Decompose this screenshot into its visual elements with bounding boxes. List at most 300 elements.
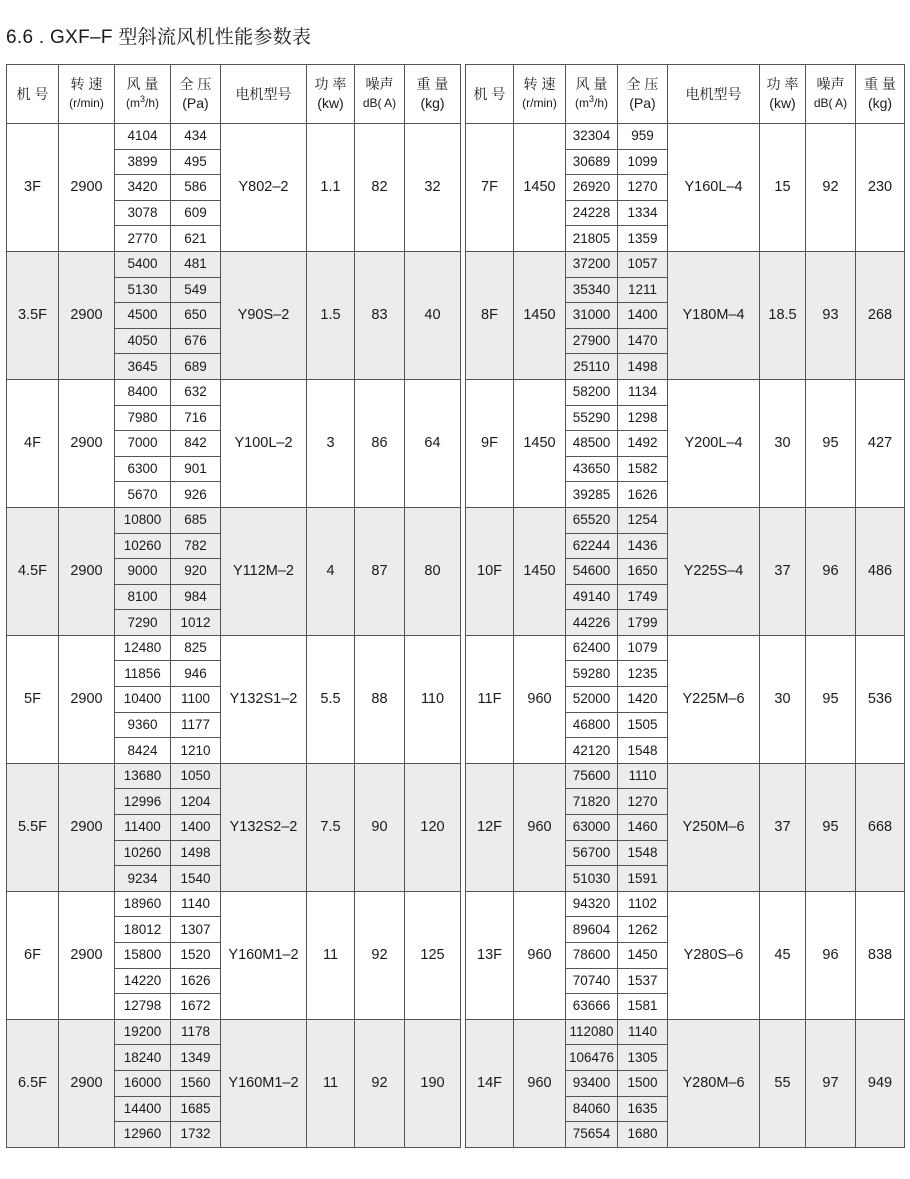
pressure-cell: 1334	[618, 200, 668, 226]
noise-cell: 95	[806, 635, 856, 763]
power-cell: 3	[307, 379, 355, 507]
airflow-cell: 42120	[566, 738, 618, 764]
airflow-cell: 59280	[566, 661, 618, 687]
pressure-cell: 621	[171, 226, 221, 252]
power-cell: 7.5	[307, 763, 355, 891]
header-airflow	[115, 65, 171, 124]
pressure-cell: 1500	[618, 1070, 668, 1096]
power-cell: 45	[760, 891, 806, 1019]
airflow-cell: 11400	[115, 815, 171, 841]
airflow-cell: 4500	[115, 303, 171, 329]
fan-table-left	[6, 64, 461, 1148]
airflow-cell: 70740	[566, 968, 618, 994]
pressure-cell: 782	[171, 533, 221, 559]
speed-cell: 1450	[514, 507, 566, 635]
power-cell: 1.1	[307, 124, 355, 252]
power-cell: 1.5	[307, 251, 355, 379]
table-row	[7, 124, 461, 150]
pressure-cell: 495	[171, 149, 221, 175]
header-speed-unit: (r/min)	[69, 96, 104, 110]
pressure-cell: 716	[171, 405, 221, 431]
airflow-cell: 13680	[115, 763, 171, 789]
pressure-cell: 1400	[618, 303, 668, 329]
header-speed-unit: (r/min)	[522, 96, 557, 110]
airflow-cell: 21805	[566, 226, 618, 252]
pressure-cell: 1305	[618, 1045, 668, 1071]
model-cell: 13F	[466, 891, 514, 1019]
pressure-cell: 676	[171, 328, 221, 354]
airflow-cell: 3899	[115, 149, 171, 175]
airflow-cell: 37200	[566, 251, 618, 277]
weight-cell: 120	[405, 763, 461, 891]
speed-cell: 2900	[59, 763, 115, 891]
header-pressure-line1: 全 压	[179, 76, 212, 92]
airflow-cell: 71820	[566, 789, 618, 815]
header-weight	[405, 65, 461, 124]
airflow-cell: 5400	[115, 251, 171, 277]
table-row	[7, 891, 461, 917]
speed-cell: 1450	[514, 124, 566, 252]
header-airflow-line1: 风 量	[575, 76, 608, 92]
pressure-cell: 1450	[618, 943, 668, 969]
airflow-cell: 106476	[566, 1045, 618, 1071]
airflow-cell: 3420	[115, 175, 171, 201]
airflow-cell: 51030	[566, 866, 618, 892]
weight-cell: 949	[856, 1019, 905, 1147]
airflow-cell: 27900	[566, 328, 618, 354]
noise-cell: 96	[806, 507, 856, 635]
airflow-cell: 49140	[566, 584, 618, 610]
airflow-cell: 56700	[566, 840, 618, 866]
table-row	[466, 251, 905, 277]
motor-cell: Y200L–4	[668, 379, 760, 507]
airflow-cell: 8100	[115, 584, 171, 610]
model-cell: 14F	[466, 1019, 514, 1147]
speed-cell: 2900	[59, 124, 115, 252]
pressure-cell: 1548	[618, 738, 668, 764]
fan-table-right	[465, 64, 905, 1148]
airflow-cell: 10400	[115, 687, 171, 713]
weight-cell: 40	[405, 251, 461, 379]
airflow-cell: 8400	[115, 379, 171, 405]
airflow-cell: 9234	[115, 866, 171, 892]
table-row	[466, 1019, 905, 1045]
header-speed	[59, 65, 115, 124]
header-pressure	[171, 65, 221, 124]
model-cell: 6.5F	[7, 1019, 59, 1147]
pressure-cell: 1732	[171, 1122, 221, 1148]
airflow-cell: 63000	[566, 815, 618, 841]
weight-cell: 80	[405, 507, 461, 635]
header-pressure-line1: 全 压	[626, 76, 659, 92]
model-cell: 6F	[7, 891, 59, 1019]
header-model	[7, 65, 59, 124]
model-cell: 3.5F	[7, 251, 59, 379]
model-cell: 5F	[7, 635, 59, 763]
motor-cell: Y280M–6	[668, 1019, 760, 1147]
airflow-cell: 19200	[115, 1019, 171, 1045]
pressure-cell: 586	[171, 175, 221, 201]
header-motor-line1: 电机型号	[235, 85, 292, 102]
header-power	[307, 65, 355, 124]
pressure-cell: 1498	[171, 840, 221, 866]
pressure-cell: 650	[171, 303, 221, 329]
header-power-unit: (kw)	[317, 95, 344, 111]
noise-cell: 82	[355, 124, 405, 252]
pressure-cell: 1560	[171, 1070, 221, 1096]
header-speed-line1: 转 速	[70, 76, 103, 92]
table-row	[466, 124, 905, 150]
airflow-cell: 9000	[115, 559, 171, 585]
pressure-cell: 1307	[171, 917, 221, 943]
pressure-cell: 1505	[618, 712, 668, 738]
model-cell: 7F	[466, 124, 514, 252]
weight-cell: 486	[856, 507, 905, 635]
pressure-cell: 1134	[618, 379, 668, 405]
airflow-cell: 39285	[566, 482, 618, 508]
pressure-cell: 549	[171, 277, 221, 303]
airflow-cell: 93400	[566, 1070, 618, 1096]
airflow-cell: 31000	[566, 303, 618, 329]
airflow-cell: 18012	[115, 917, 171, 943]
header-power-line1: 功 率	[766, 76, 799, 92]
pressure-cell: 1520	[171, 943, 221, 969]
airflow-cell: 89604	[566, 917, 618, 943]
header-weight-line1: 重 量	[416, 76, 449, 92]
airflow-cell: 25110	[566, 354, 618, 380]
model-cell: 5.5F	[7, 763, 59, 891]
airflow-cell: 24228	[566, 200, 618, 226]
pressure-cell: 1400	[171, 815, 221, 841]
weight-cell: 427	[856, 379, 905, 507]
pressure-cell: 632	[171, 379, 221, 405]
motor-cell: Y802–2	[221, 124, 307, 252]
pressure-cell: 1650	[618, 559, 668, 585]
airflow-cell: 78600	[566, 943, 618, 969]
noise-cell: 86	[355, 379, 405, 507]
airflow-cell: 5670	[115, 482, 171, 508]
motor-cell: Y132S2–2	[221, 763, 307, 891]
pressure-cell: 1460	[618, 815, 668, 841]
airflow-cell: 4104	[115, 124, 171, 150]
pressure-cell: 1581	[618, 994, 668, 1020]
weight-cell: 838	[856, 891, 905, 1019]
airflow-cell: 84060	[566, 1096, 618, 1122]
noise-cell: 90	[355, 763, 405, 891]
noise-cell: 92	[355, 1019, 405, 1147]
pressure-cell: 1057	[618, 251, 668, 277]
speed-cell: 2900	[59, 891, 115, 1019]
pressure-cell: 1140	[171, 891, 221, 917]
weight-cell: 190	[405, 1019, 461, 1147]
power-cell: 18.5	[760, 251, 806, 379]
airflow-cell: 8424	[115, 738, 171, 764]
pressure-cell: 984	[171, 584, 221, 610]
airflow-cell: 75600	[566, 763, 618, 789]
pressure-cell: 920	[171, 559, 221, 585]
airflow-cell: 18240	[115, 1045, 171, 1071]
table-row	[466, 891, 905, 917]
header-noise-line1: 噪声	[365, 76, 394, 92]
pressure-cell: 1626	[618, 482, 668, 508]
pressure-cell: 1262	[618, 917, 668, 943]
motor-cell: Y250M–6	[668, 763, 760, 891]
pressure-cell: 901	[171, 456, 221, 482]
model-cell: 4F	[7, 379, 59, 507]
power-cell: 11	[307, 1019, 355, 1147]
pressure-cell: 1626	[171, 968, 221, 994]
header-model-line1: 机 号	[473, 85, 506, 102]
airflow-cell: 12960	[115, 1122, 171, 1148]
weight-cell: 64	[405, 379, 461, 507]
model-cell: 8F	[466, 251, 514, 379]
table-row	[7, 507, 461, 533]
model-cell: 11F	[466, 635, 514, 763]
header-model-line1: 机 号	[16, 85, 49, 102]
pressure-cell: 1254	[618, 507, 668, 533]
airflow-cell: 9360	[115, 712, 171, 738]
table-row	[7, 1019, 461, 1045]
superscript-3: 3	[588, 94, 594, 104]
airflow-cell: 75654	[566, 1122, 618, 1148]
header-airflow	[566, 65, 618, 124]
header-noise-unit: dB( A)	[362, 96, 397, 110]
pressure-cell: 1178	[171, 1019, 221, 1045]
airflow-cell: 58200	[566, 379, 618, 405]
pressure-cell: 689	[171, 354, 221, 380]
pressure-cell: 1749	[618, 584, 668, 610]
airflow-cell: 15800	[115, 943, 171, 969]
header-weight-unit: (kg)	[867, 95, 893, 111]
page-title: 6.6 . GXF–F 型斜流风机性能参数表	[6, 27, 312, 48]
motor-cell: Y160L–4	[668, 124, 760, 252]
airflow-cell: 12798	[115, 994, 171, 1020]
pressure-cell: 1349	[171, 1045, 221, 1071]
speed-cell: 960	[514, 763, 566, 891]
header-pressure-unit: (Pa)	[629, 95, 656, 111]
header-noise-unit: dB( A)	[813, 96, 848, 110]
airflow-cell: 48500	[566, 431, 618, 457]
pressure-cell: 946	[171, 661, 221, 687]
airflow-cell: 3645	[115, 354, 171, 380]
pressure-cell: 1012	[171, 610, 221, 636]
table-row	[466, 763, 905, 789]
airflow-cell: 7980	[115, 405, 171, 431]
power-cell: 30	[760, 379, 806, 507]
airflow-cell: 14400	[115, 1096, 171, 1122]
pressure-cell: 1635	[618, 1096, 668, 1122]
noise-cell: 95	[806, 379, 856, 507]
pressure-cell: 825	[171, 635, 221, 661]
pressure-cell: 609	[171, 200, 221, 226]
power-cell: 5.5	[307, 635, 355, 763]
motor-cell: Y225M–6	[668, 635, 760, 763]
header-noise	[355, 65, 405, 124]
header-power-line1: 功 率	[314, 76, 347, 92]
noise-cell: 96	[806, 891, 856, 1019]
pressure-cell: 1470	[618, 328, 668, 354]
header-row	[466, 65, 905, 124]
noise-cell: 95	[806, 763, 856, 891]
airflow-cell: 54600	[566, 559, 618, 585]
pressure-cell: 1210	[171, 738, 221, 764]
airflow-cell: 2770	[115, 226, 171, 252]
model-cell: 4.5F	[7, 507, 59, 635]
pressure-cell: 842	[171, 431, 221, 457]
model-cell: 12F	[466, 763, 514, 891]
pressure-cell: 1177	[171, 712, 221, 738]
pressure-cell: 1420	[618, 687, 668, 713]
table-row	[466, 379, 905, 405]
power-cell: 4	[307, 507, 355, 635]
noise-cell: 87	[355, 507, 405, 635]
pressure-cell: 1270	[618, 175, 668, 201]
pressure-cell: 1211	[618, 277, 668, 303]
airflow-cell: 52000	[566, 687, 618, 713]
table-row	[7, 763, 461, 789]
airflow-cell: 4050	[115, 328, 171, 354]
speed-cell: 960	[514, 635, 566, 763]
pressure-cell: 1099	[618, 149, 668, 175]
airflow-cell: 14220	[115, 968, 171, 994]
pressure-cell: 1548	[618, 840, 668, 866]
speed-cell: 960	[514, 1019, 566, 1147]
noise-cell: 83	[355, 251, 405, 379]
model-cell: 3F	[7, 124, 59, 252]
motor-cell: Y160M1–2	[221, 1019, 307, 1147]
pressure-cell: 481	[171, 251, 221, 277]
airflow-cell: 18960	[115, 891, 171, 917]
power-cell: 30	[760, 635, 806, 763]
airflow-cell: 63666	[566, 994, 618, 1020]
airflow-cell: 43650	[566, 456, 618, 482]
header-weight-unit: (kg)	[420, 95, 445, 111]
airflow-cell: 10800	[115, 507, 171, 533]
header-weight	[856, 65, 905, 124]
weight-cell: 125	[405, 891, 461, 1019]
speed-cell: 2900	[59, 251, 115, 379]
pressure-cell: 434	[171, 124, 221, 150]
motor-cell: Y112M–2	[221, 507, 307, 635]
pressure-cell: 1102	[618, 891, 668, 917]
airflow-cell: 35340	[566, 277, 618, 303]
header-motor	[668, 65, 760, 124]
pressure-cell: 1540	[171, 866, 221, 892]
motor-cell: Y280S–6	[668, 891, 760, 1019]
airflow-cell: 62400	[566, 635, 618, 661]
pressure-cell: 1680	[618, 1122, 668, 1148]
pressure-cell: 1270	[618, 789, 668, 815]
pressure-cell: 1050	[171, 763, 221, 789]
table-row	[7, 379, 461, 405]
pressure-cell: 1100	[171, 687, 221, 713]
pressure-cell: 1110	[618, 763, 668, 789]
airflow-cell: 11856	[115, 661, 171, 687]
header-power	[760, 65, 806, 124]
header-airflow-unit: $(m^3/h)$	[125, 94, 160, 110]
airflow-cell: 46800	[566, 712, 618, 738]
table-row	[7, 635, 461, 661]
header-pressure-unit: (Pa)	[182, 95, 209, 111]
airflow-cell: 112080	[566, 1019, 618, 1045]
power-cell: 15	[760, 124, 806, 252]
header-model	[466, 65, 514, 124]
airflow-cell: 6300	[115, 456, 171, 482]
weight-cell: 32	[405, 124, 461, 252]
weight-cell: 668	[856, 763, 905, 891]
power-cell: 11	[307, 891, 355, 1019]
noise-cell: 88	[355, 635, 405, 763]
pressure-cell: 1582	[618, 456, 668, 482]
airflow-cell: 7290	[115, 610, 171, 636]
speed-cell: 2900	[59, 507, 115, 635]
superscript-3: 3	[139, 94, 145, 104]
pressure-cell: 1204	[171, 789, 221, 815]
pressure-cell: 1672	[171, 994, 221, 1020]
speed-cell: 2900	[59, 379, 115, 507]
pressure-cell: 1298	[618, 405, 668, 431]
speed-cell: 960	[514, 891, 566, 1019]
pressure-cell: 1537	[618, 968, 668, 994]
noise-cell: 97	[806, 1019, 856, 1147]
weight-cell: 110	[405, 635, 461, 763]
speed-cell: 2900	[59, 635, 115, 763]
power-cell: 37	[760, 763, 806, 891]
header-airflow-line1: 风 量	[126, 76, 159, 92]
weight-cell: 536	[856, 635, 905, 763]
model-cell: 9F	[466, 379, 514, 507]
motor-cell: Y225S–4	[668, 507, 760, 635]
table-row	[466, 507, 905, 533]
header-noise	[806, 65, 856, 124]
airflow-cell: 32304	[566, 124, 618, 150]
airflow-cell: 7000	[115, 431, 171, 457]
table-row	[466, 635, 905, 661]
pressure-cell: 1591	[618, 866, 668, 892]
header-airflow-unit: $(m^3/h)$	[574, 94, 609, 110]
airflow-cell: 65520	[566, 507, 618, 533]
header-motor	[221, 65, 307, 124]
motor-cell: Y160M1–2	[221, 891, 307, 1019]
motor-cell: Y100L–2	[221, 379, 307, 507]
pressure-cell: 1492	[618, 431, 668, 457]
motor-cell: Y180M–4	[668, 251, 760, 379]
airflow-cell: 94320	[566, 891, 618, 917]
model-cell: 10F	[466, 507, 514, 635]
airflow-cell: 55290	[566, 405, 618, 431]
weight-cell: 268	[856, 251, 905, 379]
pressure-cell: 1140	[618, 1019, 668, 1045]
header-power-unit: (kw)	[769, 95, 796, 111]
header-noise-line1: 噪声	[816, 76, 845, 92]
noise-cell: 92	[355, 891, 405, 1019]
header-weight-line1: 重 量	[864, 76, 896, 92]
airflow-cell: 30689	[566, 149, 618, 175]
airflow-cell: 12480	[115, 635, 171, 661]
airflow-cell: 62244	[566, 533, 618, 559]
speed-cell: 1450	[514, 379, 566, 507]
pressure-cell: 1685	[171, 1096, 221, 1122]
noise-cell: 92	[806, 124, 856, 252]
pressure-cell: 1799	[618, 610, 668, 636]
header-pressure	[618, 65, 668, 124]
header-motor-line1: 电机型号	[685, 85, 742, 102]
motor-cell: Y90S–2	[221, 251, 307, 379]
speed-cell: 2900	[59, 1019, 115, 1147]
power-cell: 55	[760, 1019, 806, 1147]
airflow-cell: 10260	[115, 840, 171, 866]
pressure-cell: 959	[618, 124, 668, 150]
